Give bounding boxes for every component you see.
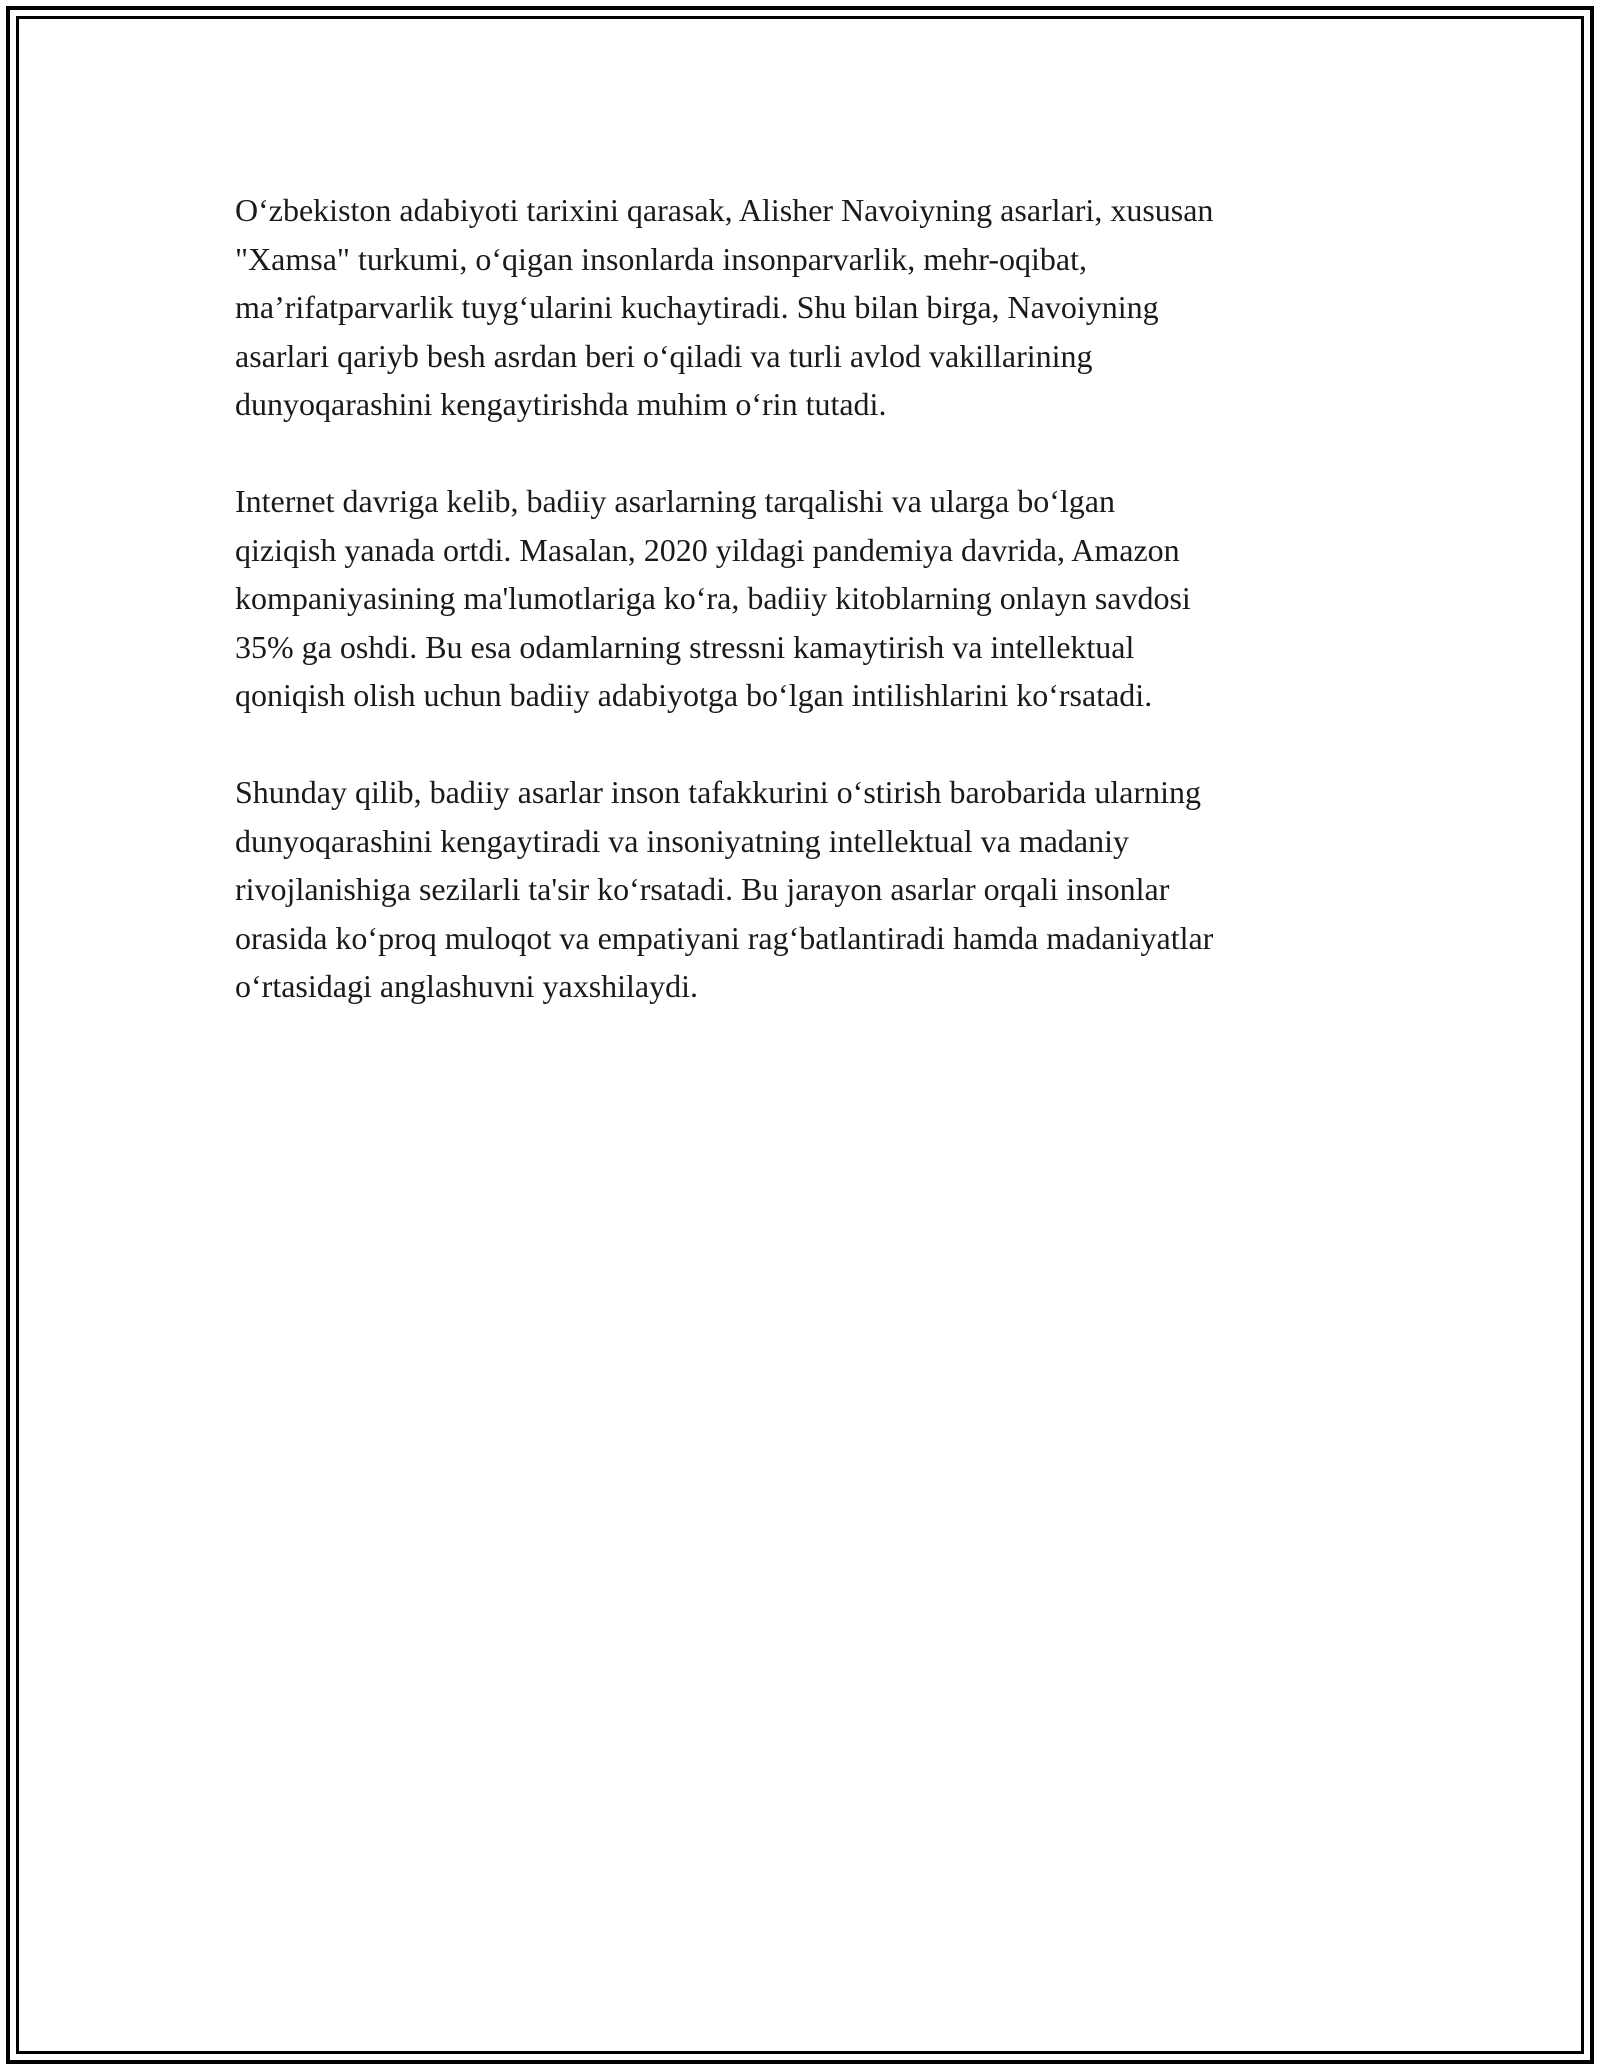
text-line: Internet davriga kelib, badiiy asarlarning tarqalishi va ularga bo‘lgan <box>235 483 1115 519</box>
text-line: qoniqish olish uchun badiiy adabiyotga bo‘lgan intilishlarini ko‘rsatadi. <box>235 677 1153 713</box>
document-body <box>235 186 1385 1059</box>
text-line: kompaniyasining ma'lumotlariga ko‘ra, badiiy kitoblarning onlayn savdosi <box>235 580 1191 616</box>
paragraph-2 <box>235 477 1385 720</box>
paragraph-1 <box>235 186 1385 429</box>
text-line: o‘rtasidagi anglashuvni yaxshilaydi. <box>235 968 699 1004</box>
text-line: qiziqish yanada ortdi. Masalan, 2020 yildagi pandemiya davrida, Amazon <box>235 531 1180 568</box>
text-line: Shunday qilib, badiiy asarlar inson tafakkurini o‘stirish barobarida ularning <box>235 774 1201 810</box>
text-line: O‘zbekiston adabiyoti tarixini qarasak, Alisher Navoiyning asarlari, xususan <box>235 192 1214 228</box>
text-line: ma’rifatparvarlik tuyg‘ularini kuchaytiradi. Shu bilan birga, Navoiyning <box>235 289 1159 325</box>
text-line: rivojlanishiga sezilarli ta'sir ko‘rsatadi. Bu jarayon asarlar orqali insonlar <box>235 871 1170 907</box>
text-line: orasida ko‘proq muloqot va empatiyani rag‘batlantiradi hamda madaniyatlar <box>235 919 1214 956</box>
text-line: dunyoqarashini kengaytirishda muhim o‘rin tutadi. <box>235 386 887 422</box>
text-line: 35% ga oshdi. Bu esa odamlarning stressni kamaytirish va intellektual <box>235 628 1135 665</box>
text-line: "Xamsa" turkumi, o‘qigan insonlarda insonparvarlik, mehr-oqibat, <box>235 240 1087 277</box>
text-line: asarlari qariyb besh asrdan beri o‘qiladi va turli avlod vakillarining <box>235 337 1093 374</box>
paragraph-3 <box>235 768 1385 1011</box>
text-line: dunyoqarashini kengaytiradi va insoniyatning intellektual va madaniy <box>235 822 1129 859</box>
